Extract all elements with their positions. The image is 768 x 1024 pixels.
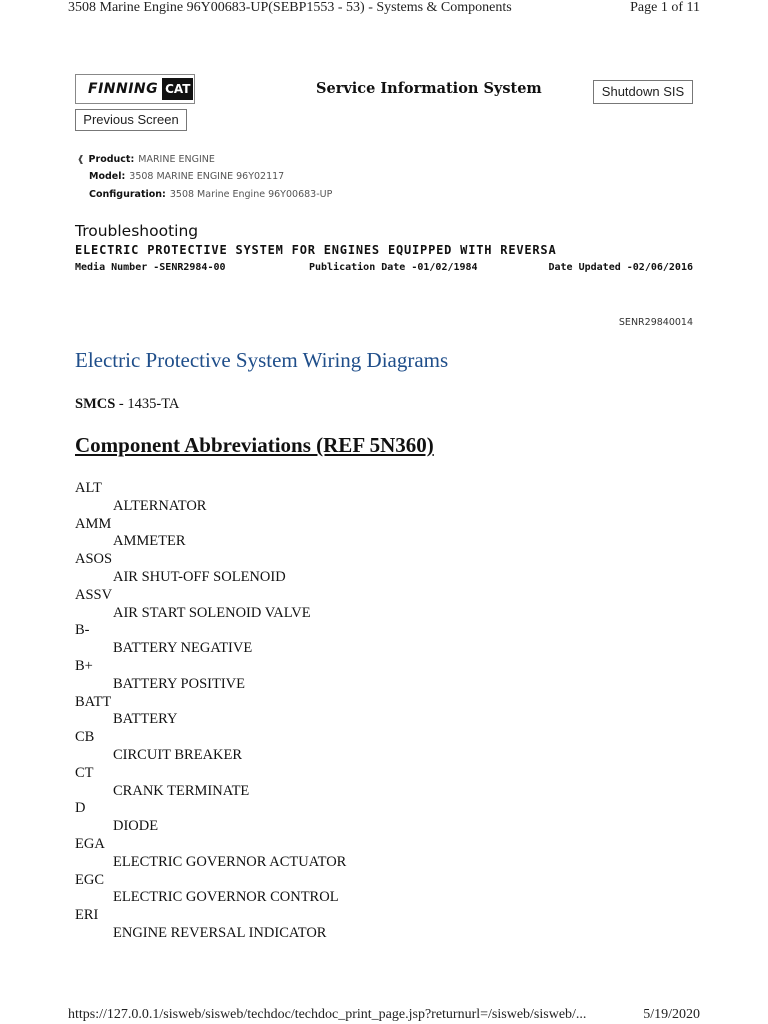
model-label: Model: (89, 171, 126, 182)
abbreviations-heading: Component Abbreviations (REF 5N360) (75, 433, 434, 457)
smcs-label: SMCS (75, 396, 116, 412)
finning-cat-logo (75, 74, 195, 104)
abbreviation-meaning: CIRCUIT BREAKER (113, 746, 243, 763)
abbreviation-meaning: AIR START SOLENOID VALVE (113, 604, 311, 621)
abbreviation-meaning: ENGINE REVERSAL INDICATOR (113, 924, 327, 941)
abbreviation-code: ALT (75, 480, 102, 496)
configuration-value: 3508 Marine Engine 96Y00683-UP (169, 189, 333, 200)
footer-url: https://127.0.0.1/sisweb/sisweb/techdoc/techdoc_print_page.jsp?returnurl=/sisweb/sisweb/... (68, 1007, 587, 1022)
date-updated: Date Updated -02/06/2016 (548, 262, 693, 273)
abbreviation-list (75, 480, 346, 943)
abbreviation-code: B- (75, 622, 90, 639)
document-id: SENR29840014 (618, 317, 693, 328)
publication-date: Publication Date -01/02/1984 (309, 262, 478, 273)
abbreviation-code: AMM (75, 515, 112, 532)
abbreviation-meaning: CRANK TERMINATE (113, 782, 250, 799)
abbreviation-code: B+ (75, 657, 93, 674)
abbreviation-meaning: AIR SHUT-OFF SOLENOID (113, 568, 286, 585)
model-value: 3508 MARINE ENGINE 96Y02117 (129, 171, 285, 182)
logo-text: FINNING (88, 81, 159, 97)
abbreviation-code: ASOS (75, 551, 113, 568)
configuration-label: Configuration: (89, 189, 166, 200)
abbreviation-meaning: BATTERY (113, 711, 178, 728)
previous-screen-button[interactable]: Previous Screen (75, 109, 187, 131)
chevron-left-icon[interactable]: ❰ (77, 155, 85, 165)
smcs-value: - 1435-TA (115, 396, 180, 412)
abbreviation-meaning: ELECTRIC GOVERNOR ACTUATOR (113, 853, 347, 870)
footer-date: 5/19/2020 (643, 1007, 700, 1022)
document-subtitle: ELECTRIC PROTECTIVE SYSTEM FOR ENGINES EQUIPPED WITH REVERSA (75, 243, 557, 257)
page-title: Electric Protective System Wiring Diagrams (75, 348, 449, 372)
cat-badge: CAT (162, 78, 193, 100)
print-page-number: Page 1 of 11 (630, 0, 700, 15)
print-header-title: 3508 Marine Engine 96Y00683-UP(SEBP1553 - 53) - Systems & Components (68, 0, 512, 15)
abbreviation-meaning: BATTERY POSITIVE (113, 675, 245, 692)
system-title: Service Information System (316, 80, 542, 97)
product-label: Product: (88, 154, 135, 165)
abbreviation-code: ERI (75, 907, 99, 924)
smcs-line (75, 396, 179, 413)
abbreviation-meaning: DIODE (113, 818, 159, 835)
abbreviation-code: EGA (75, 835, 105, 852)
abbreviation-meaning: ALTERNATOR (113, 497, 207, 514)
abbreviation-meaning: ELECTRIC GOVERNOR CONTROL (113, 889, 339, 906)
media-number: Media Number -SENR2984-00 (75, 262, 226, 273)
abbreviation-meaning: BATTERY NEGATIVE (113, 640, 253, 657)
abbreviation-code: ASSV (75, 586, 113, 603)
abbreviation-code: D (75, 800, 86, 817)
abbreviation-code: CT (75, 764, 94, 781)
abbreviation-code: BATT (75, 693, 112, 710)
abbreviation-code: EGC (75, 871, 104, 888)
model-row (89, 171, 284, 182)
abbreviation-code: CB (75, 729, 95, 746)
product-value: MARINE ENGINE (138, 154, 215, 165)
shutdown-sis-button[interactable]: Shutdown SIS (593, 80, 693, 104)
product-row (77, 154, 215, 165)
configuration-row (89, 189, 332, 200)
section-title: Troubleshooting (75, 222, 199, 240)
abbreviation-meaning: AMMETER (113, 533, 186, 550)
